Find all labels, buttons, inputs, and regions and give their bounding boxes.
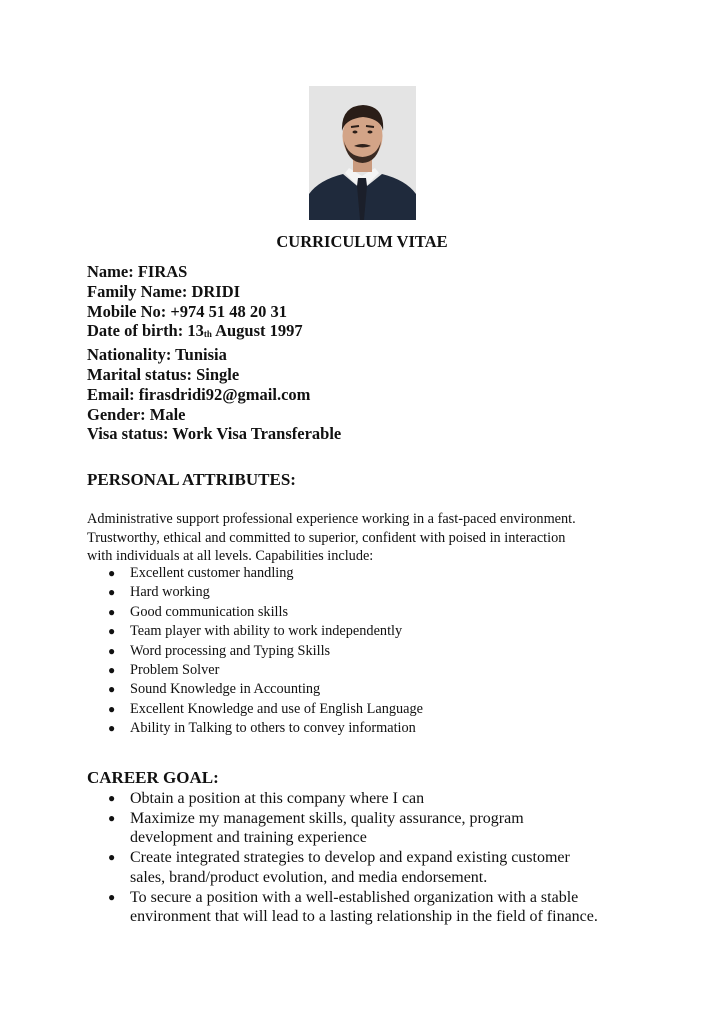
list-item: ● Hard working	[87, 583, 423, 602]
family-name-line: Family Name: DRIDI	[87, 281, 241, 301]
paragraph-line: Administrative support professional experience working in a fast-paced environment.	[87, 511, 576, 527]
paragraph-line: with individuals at all levels. Capabilities include:	[87, 548, 374, 564]
nationality-line: Nationality: Tunisia	[87, 345, 227, 365]
career-goal-heading: CAREER GOAL:	[87, 768, 219, 787]
visa-status-line: Visa status: Work Visa Transferable	[87, 424, 342, 444]
bullet-icon: ●	[108, 585, 116, 600]
date-of-birth-line	[87, 321, 341, 345]
list-item: ● Excellent customer handling	[87, 564, 423, 583]
personal-attributes-heading: PERSONAL ATTRIBUTES:	[87, 470, 296, 489]
list-item: ● Sound Knowledge in Accounting	[87, 680, 423, 699]
dob-ordinal: th	[203, 329, 212, 340]
list-item: ● Ability in Talking to others to convey information	[87, 719, 423, 738]
personal-attributes-paragraph	[87, 510, 647, 566]
bullet-icon: ●	[108, 791, 116, 805]
list-item: ● Excellent Knowledge and use of English Language	[87, 700, 423, 719]
marital-status-line: Marital status: Single	[87, 364, 240, 384]
email-line: Email: firasdridi92@gmail.com	[87, 384, 311, 404]
bullet-icon: ●	[108, 566, 116, 580]
profile-photo	[309, 86, 416, 220]
career-goal-list	[87, 789, 598, 927]
list-item: ● Team player with ability to work independently	[87, 622, 423, 641]
mobile-line: Mobile No: +974 51 48 20 31	[87, 301, 288, 321]
list-item: ● Create integrated strategies to develop and expand existing customer sales, brand/product evolution, and media endorsement.	[108, 849, 570, 886]
list-item: ● Good communication skills	[87, 603, 423, 622]
bullet-icon: ●	[108, 624, 116, 639]
bullet-icon: ●	[108, 701, 116, 716]
name-line: Name: FIRAS	[87, 262, 188, 281]
gender-line: Gender: Male	[87, 404, 186, 424]
list-item: ● Obtain a position at this company where I can	[108, 790, 425, 807]
bullet-icon: ●	[108, 850, 116, 865]
bullet-icon: ●	[108, 810, 116, 825]
bullet-icon: ●	[108, 604, 116, 619]
bullet-icon: ●	[108, 721, 116, 736]
bullet-icon: ●	[108, 662, 116, 677]
dob-prefix: Date of birth: 13	[87, 321, 204, 341]
list-item: ● Maximize my management skills, quality assurance, program development and training experience	[108, 809, 524, 847]
bullet-icon: ●	[108, 889, 116, 904]
list-item: ● Word processing and Typing Skills	[87, 642, 423, 661]
document-title: CURRICULUM VITAE	[276, 232, 448, 251]
bullet-icon: ●	[108, 682, 116, 697]
paragraph-line: Trustworthy, ethical and committed to superior, confident with poised in interaction	[87, 529, 566, 546]
list-item: ● Problem Solver	[87, 661, 423, 680]
attributes-list	[87, 564, 423, 739]
bullet-icon: ●	[108, 643, 116, 658]
personal-info	[87, 262, 341, 444]
list-item: ● To secure a position with a well-established organization with a stable environment that will lead to a lasting relationship in the field of finance.	[108, 888, 598, 926]
dob-suffix: August 1997	[211, 321, 303, 341]
